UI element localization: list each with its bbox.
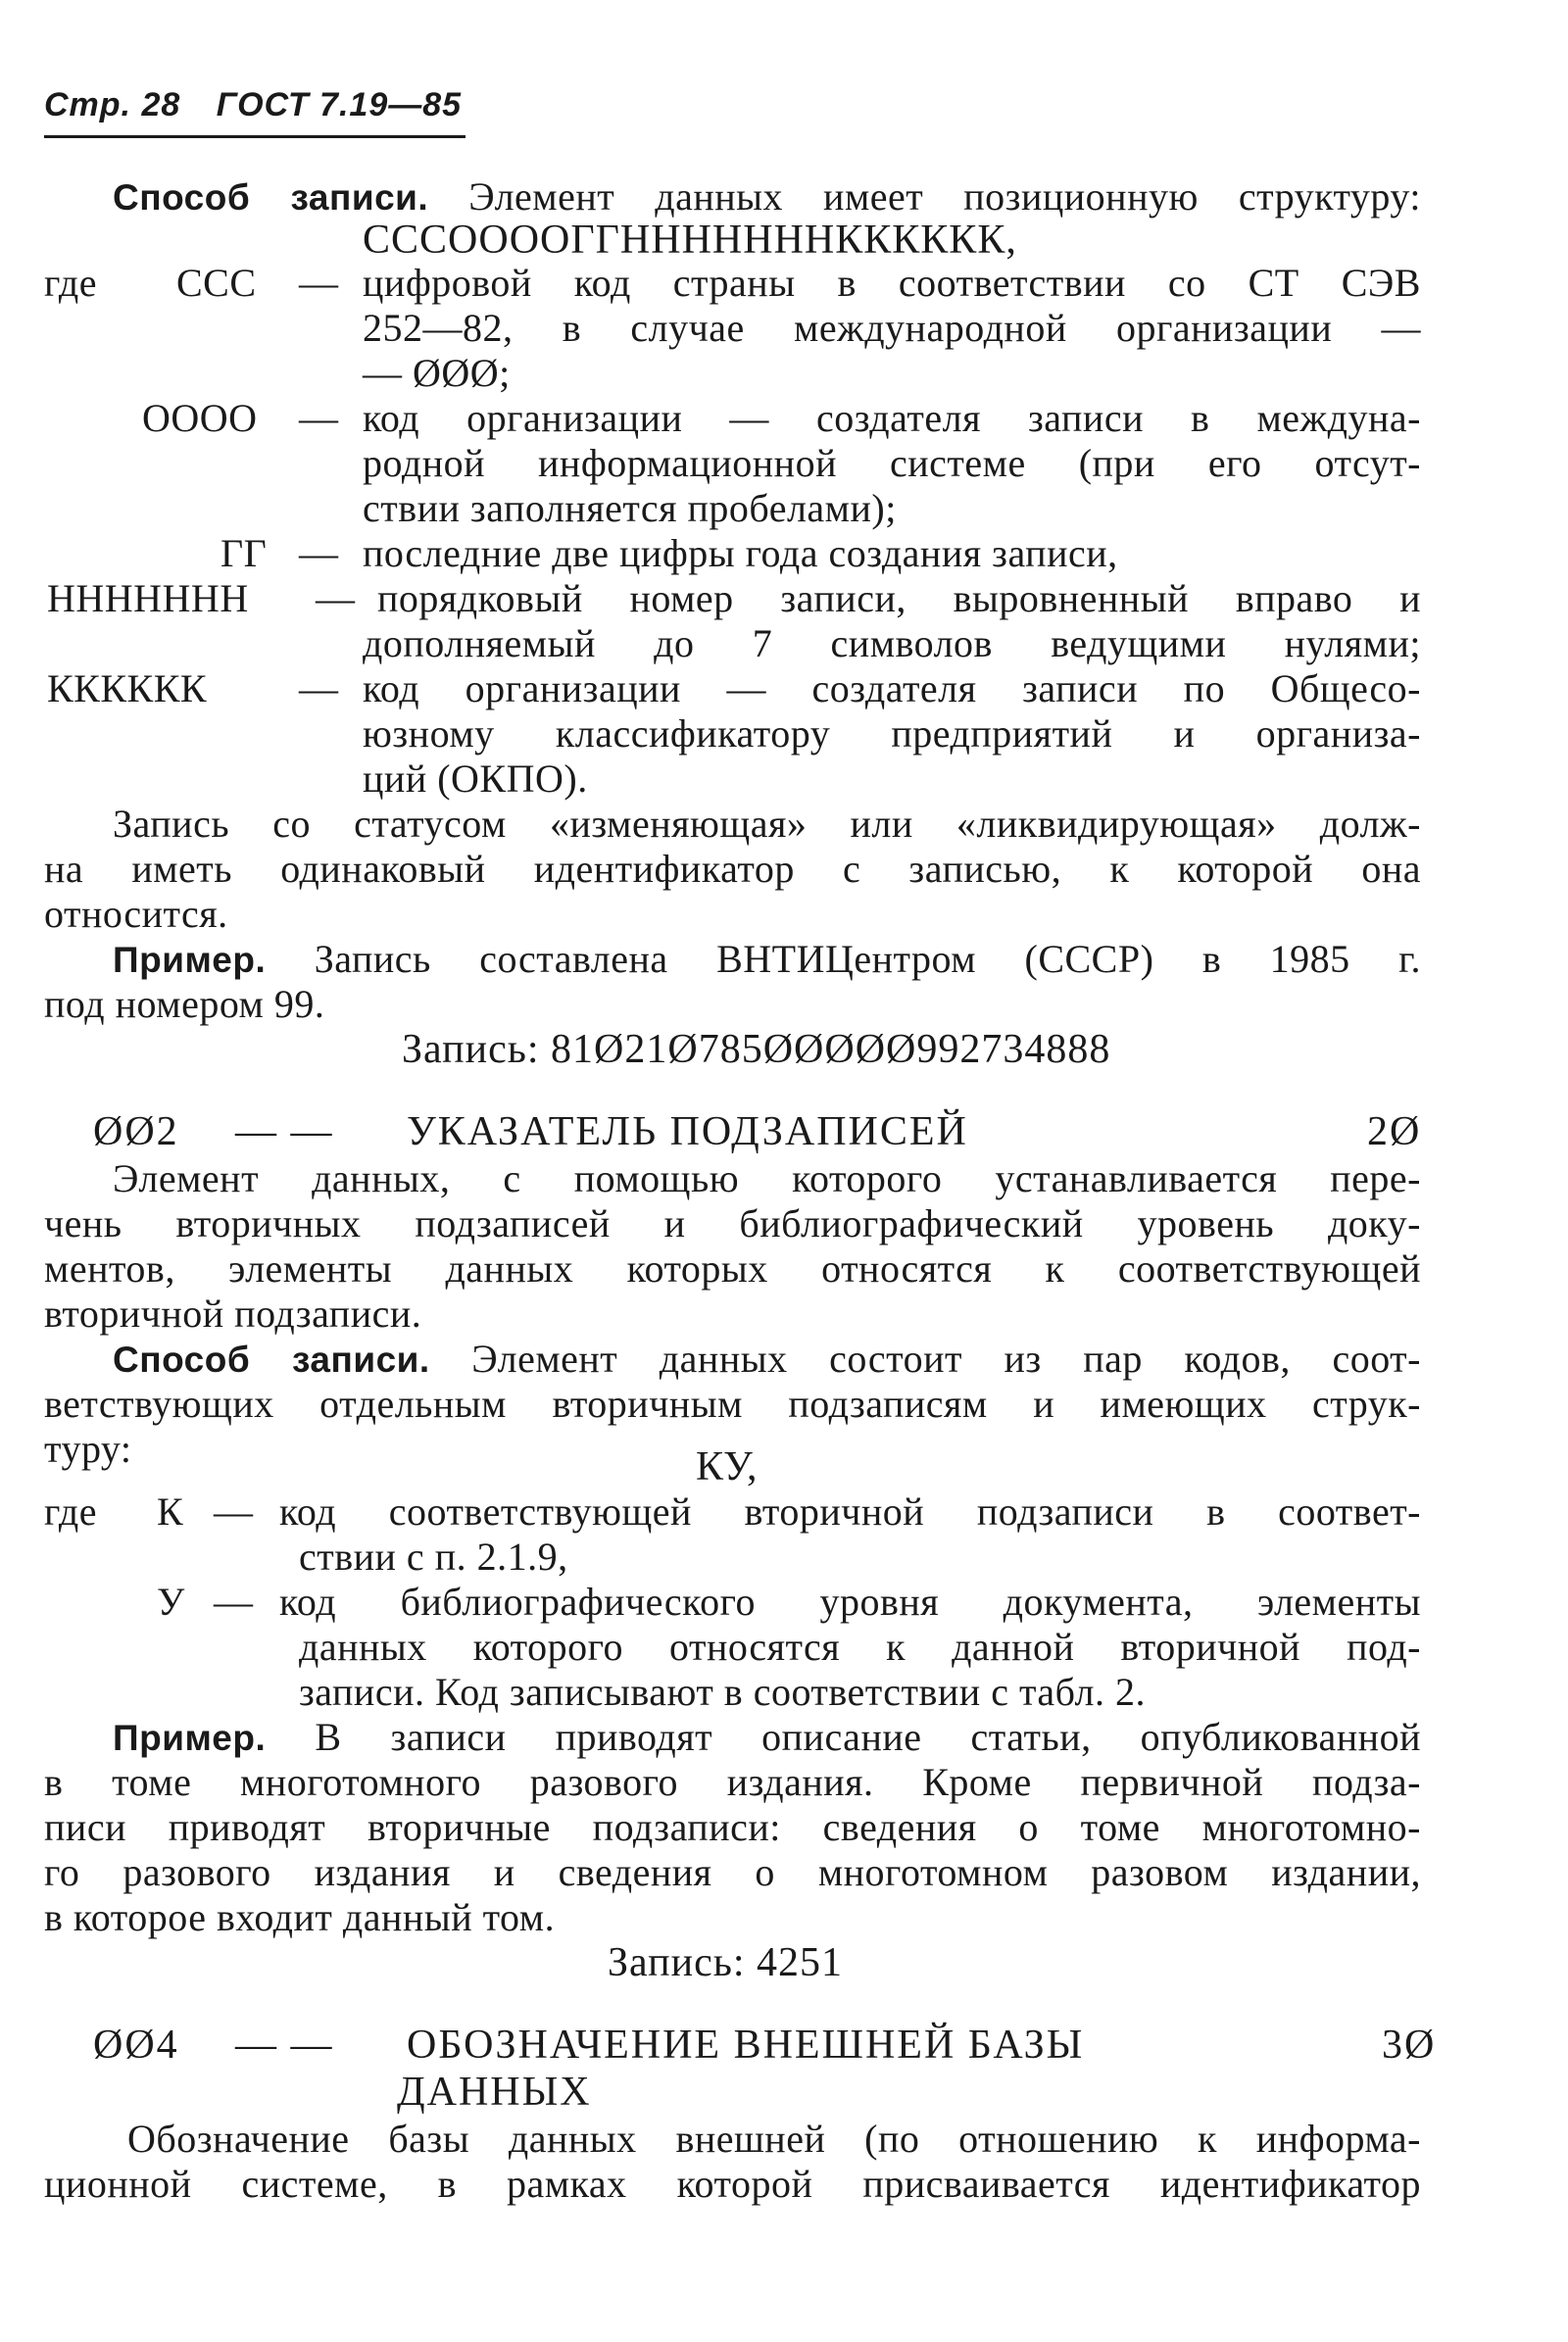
standard-code: ГОСТ 7.19—85 <box>216 86 463 123</box>
def-dash: — <box>214 1580 254 1624</box>
example-line: Пример. В записи приводят описание статьи, опубликованной <box>113 1715 1421 1759</box>
section-code: ØØ2 <box>93 1109 179 1154</box>
paragraph-line: Элемент данных, с помощью которого устанавливается пере- <box>113 1156 1421 1200</box>
def-dash: — <box>299 666 339 710</box>
def-dash: — <box>316 576 356 620</box>
section-title-cont: ДАННЫХ <box>397 2070 592 2115</box>
paragraph-line: ционной системе, в рамках которой присваивается идентификатор <box>44 2162 1421 2206</box>
def-line: цифровой код страны в соответствии со СТ СЭВ <box>363 261 1421 305</box>
def-line: 252—82, в случае международной организации — <box>363 306 1421 350</box>
section-title: ОБОЗНАЧЕНИЕ ВНЕШНЕЙ БАЗЫ <box>407 2023 1085 2068</box>
example-line: Пример. Запись составлена ВНТИЦентром (СССР) в 1985 г. <box>113 937 1421 981</box>
def-term: ГГ <box>220 531 268 575</box>
def-line: ствии с п. 2.1.9, <box>299 1535 568 1579</box>
section-number: 2Ø <box>1367 1109 1422 1154</box>
def-term: У <box>157 1580 185 1624</box>
section-dashes: — — <box>235 2023 334 2068</box>
page-header <box>44 86 462 124</box>
section-number: 3Ø <box>1382 2023 1437 2068</box>
method-label: Способ записи. <box>113 1340 430 1380</box>
where-label: где <box>44 1489 98 1534</box>
paragraph-line: Обозначение базы данных внешней (по отношению к информа- <box>127 2117 1421 2161</box>
def-line: данных которого относятся к данной вторичной под- <box>299 1625 1421 1669</box>
record-example: Запись: 81Ø21Ø785ØØØØØ992734888 <box>402 1027 1111 1072</box>
def-line: дополняемый до 7 символов ведущими нулями; <box>363 621 1421 665</box>
example-line: в которое входит данный том. <box>44 1895 556 1939</box>
where-label: где <box>44 261 98 305</box>
method-line: Способ записи. Элемент данных состоит из пар кодов, соот- <box>113 1337 1421 1381</box>
example-label: Пример. <box>113 1718 267 1758</box>
paragraph-line: чень вторичных подзаписей и библиографический уровень доку- <box>44 1201 1421 1245</box>
example-line: писи приводят вторичные подзаписи: сведения о томе многотомно- <box>44 1805 1421 1849</box>
def-line: юзному классификатору предприятий и организа- <box>363 711 1421 756</box>
page-number: Стр. 28 <box>44 86 181 123</box>
def-line: код соответствующей вторичной подзаписи в соответ- <box>279 1489 1421 1534</box>
def-term: ОООО <box>142 396 258 440</box>
def-line: код библиографического уровня документа, элементы <box>279 1580 1421 1624</box>
def-term: ННННННН <box>47 576 249 620</box>
example-label: Пример. <box>113 940 267 980</box>
def-line: родной информационной системе (при его отсут- <box>363 441 1421 485</box>
method-line: Способ записи. Элемент данных имеет позиционную структуру: <box>113 174 1421 219</box>
example-line: в томе многотомного разового издания. Кроме первичной подза- <box>44 1760 1421 1804</box>
def-dash: — <box>299 531 339 575</box>
paragraph-line: вторичной подзаписи. <box>44 1292 422 1336</box>
def-line: ций (ОКПО). <box>363 756 588 801</box>
paragraph-line: Запись со статусом «изменяющая» или «ликвидирующая» долж- <box>113 802 1421 846</box>
section-dashes: — — <box>235 1109 334 1154</box>
def-term: К <box>157 1489 184 1534</box>
def-dash: — <box>299 261 339 305</box>
method-line: туру: <box>44 1427 132 1471</box>
section-title: УКАЗАТЕЛЬ ПОДЗАПИСЕЙ <box>407 1109 968 1154</box>
example-line: го разового издания и сведения о многотомном разовом издании, <box>44 1850 1421 1894</box>
def-term: ССС <box>176 261 257 305</box>
paragraph-line: относится. <box>44 892 228 936</box>
method-label: Способ записи. <box>113 177 429 218</box>
paragraph-line: ментов, элементы данных которых относятся к соответствующей <box>44 1246 1421 1291</box>
def-dash: — <box>299 396 339 440</box>
def-line: ствии заполняется пробелами); <box>363 486 897 530</box>
section-code: ØØ4 <box>93 2023 179 2068</box>
def-term: КККККК <box>47 666 208 710</box>
method-line: ветствующих отдельным вторичным подзаписям и имеющих струк- <box>44 1382 1421 1426</box>
def-line: код организации — создателя записи в междуна- <box>363 396 1421 440</box>
def-dash: — <box>214 1489 254 1534</box>
def-line: — ØØØ; <box>363 351 511 395</box>
def-line: записи. Код записывают в соответствии с табл. 2. <box>299 1670 1146 1714</box>
record-example: Запись: 4251 <box>608 1940 844 1985</box>
record-format: СССООООГГНННННННКККККК, <box>363 218 1017 263</box>
def-line: порядковый номер записи, выровненный вправо и <box>377 576 1421 620</box>
paragraph-line: на иметь одинаковый идентификатор с записью, к которой она <box>44 847 1421 891</box>
def-line: последние две цифры года создания записи, <box>363 531 1118 575</box>
example-line: под номером 99. <box>44 982 325 1026</box>
header-rule <box>44 135 466 138</box>
record-format: КУ, <box>696 1444 759 1489</box>
def-line: код организации — создателя записи по Общесо- <box>363 666 1421 710</box>
